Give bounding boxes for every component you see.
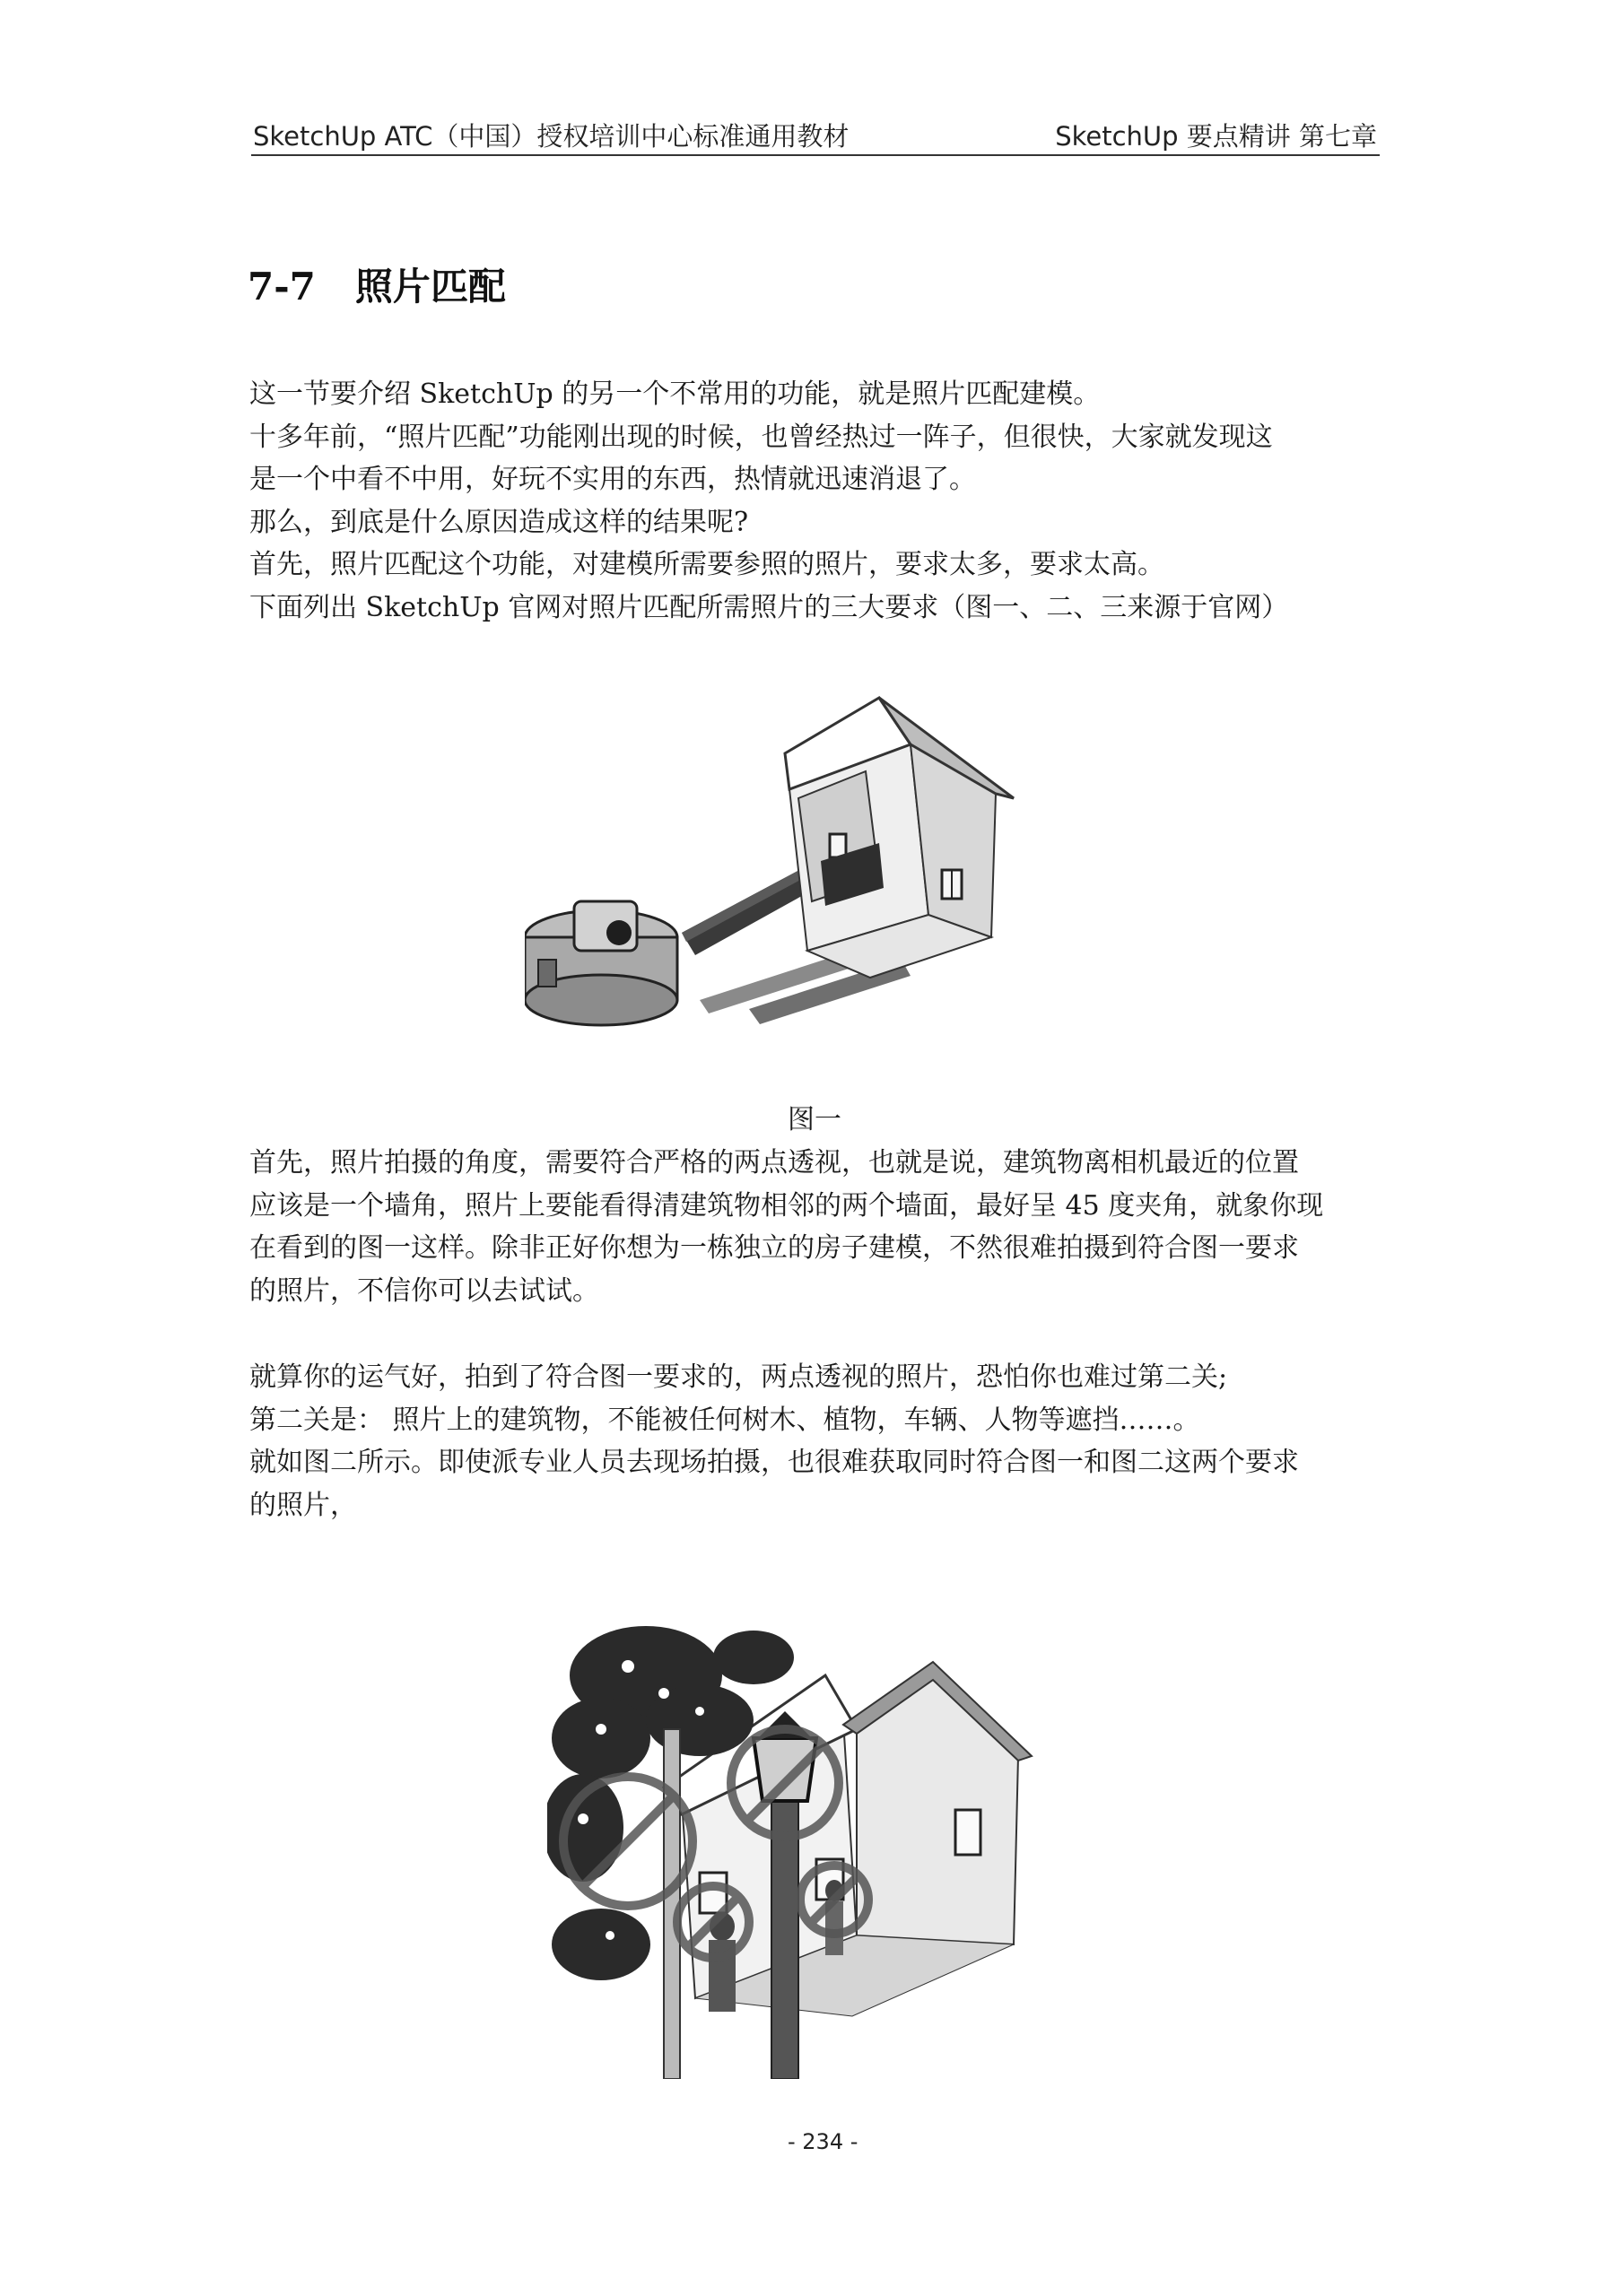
text-line: 的照片，不信你可以去试试。: [249, 1274, 599, 1307]
text-line: 就算你的运气好，拍到了符合图一要求的，两点透视的照片，恐怕你也难过第二关;: [249, 1361, 1228, 1393]
running-header-right: SketchUp 要点精讲 第七章: [1055, 121, 1377, 152]
figure-1-caption: 图一: [788, 1104, 841, 1135]
paragraph-obstruction: [249, 1356, 1389, 1526]
text-line: 首先，照片匹配这个功能，对建模所需要参照的照片，要求太多，要求太高。: [249, 549, 1164, 581]
text-line: 下面列出 SketchUp 官网对照片匹配所需照片的三大要求（图一、二、三来源于官网）: [249, 591, 1289, 623]
text-line: 这一节要介绍 SketchUp 的另一个不常用的功能，就是照片匹配建模。: [249, 378, 1101, 410]
section-number: 7-7: [248, 265, 316, 309]
intro-paragraph: [249, 373, 1389, 630]
text-line: 就如图二所示。即使派专业人员去现场拍摄，也很难获取同时符合图一和图二这两个要求: [249, 1447, 1299, 1479]
text-line: 是一个中看不中用，好玩不实用的东西，热情就迅速消退了。: [249, 464, 976, 496]
figure-1-camera-house-illustration: [525, 691, 1108, 1085]
header-divider: [251, 154, 1380, 156]
text-line: 那么，到底是什么原因造成这样的结果呢?: [249, 506, 749, 538]
text-line: 应该是一个墙角，照片上要能看得清建筑物相邻的两个墙面，最好呈 45 度夹角，就象你现: [249, 1189, 1324, 1222]
running-header-left: SketchUp ATC（中国）授权培训中心标准通用教材: [253, 121, 850, 152]
page-number: - 234 -: [788, 2129, 858, 2154]
paragraph-two-point-perspective: [249, 1142, 1389, 1312]
text-line: 第二关是： 照片上的建筑物，不能被任何树木、植物，车辆、人物等遮挡……。: [249, 1404, 1200, 1436]
text-line: 首先，照片拍摄的角度，需要符合严格的两点透视，也就是说，建筑物离相机最近的位置: [249, 1147, 1299, 1178]
text-line: 在看到的图一这样。除非正好你想为一栋独立的房子建模，不然很难拍摄到符合图一要求: [249, 1232, 1299, 1265]
figure-2-obstructed-house-illustration: [547, 1622, 1085, 2079]
text-line: 十多年前，“照片匹配”功能刚出现的时候，也曾经热过一阵子，但很快，大家就发现这: [249, 421, 1273, 453]
text-line: 的照片，: [249, 1489, 357, 1521]
section-heading: [248, 257, 506, 311]
section-title: 照片匹配: [354, 265, 506, 309]
